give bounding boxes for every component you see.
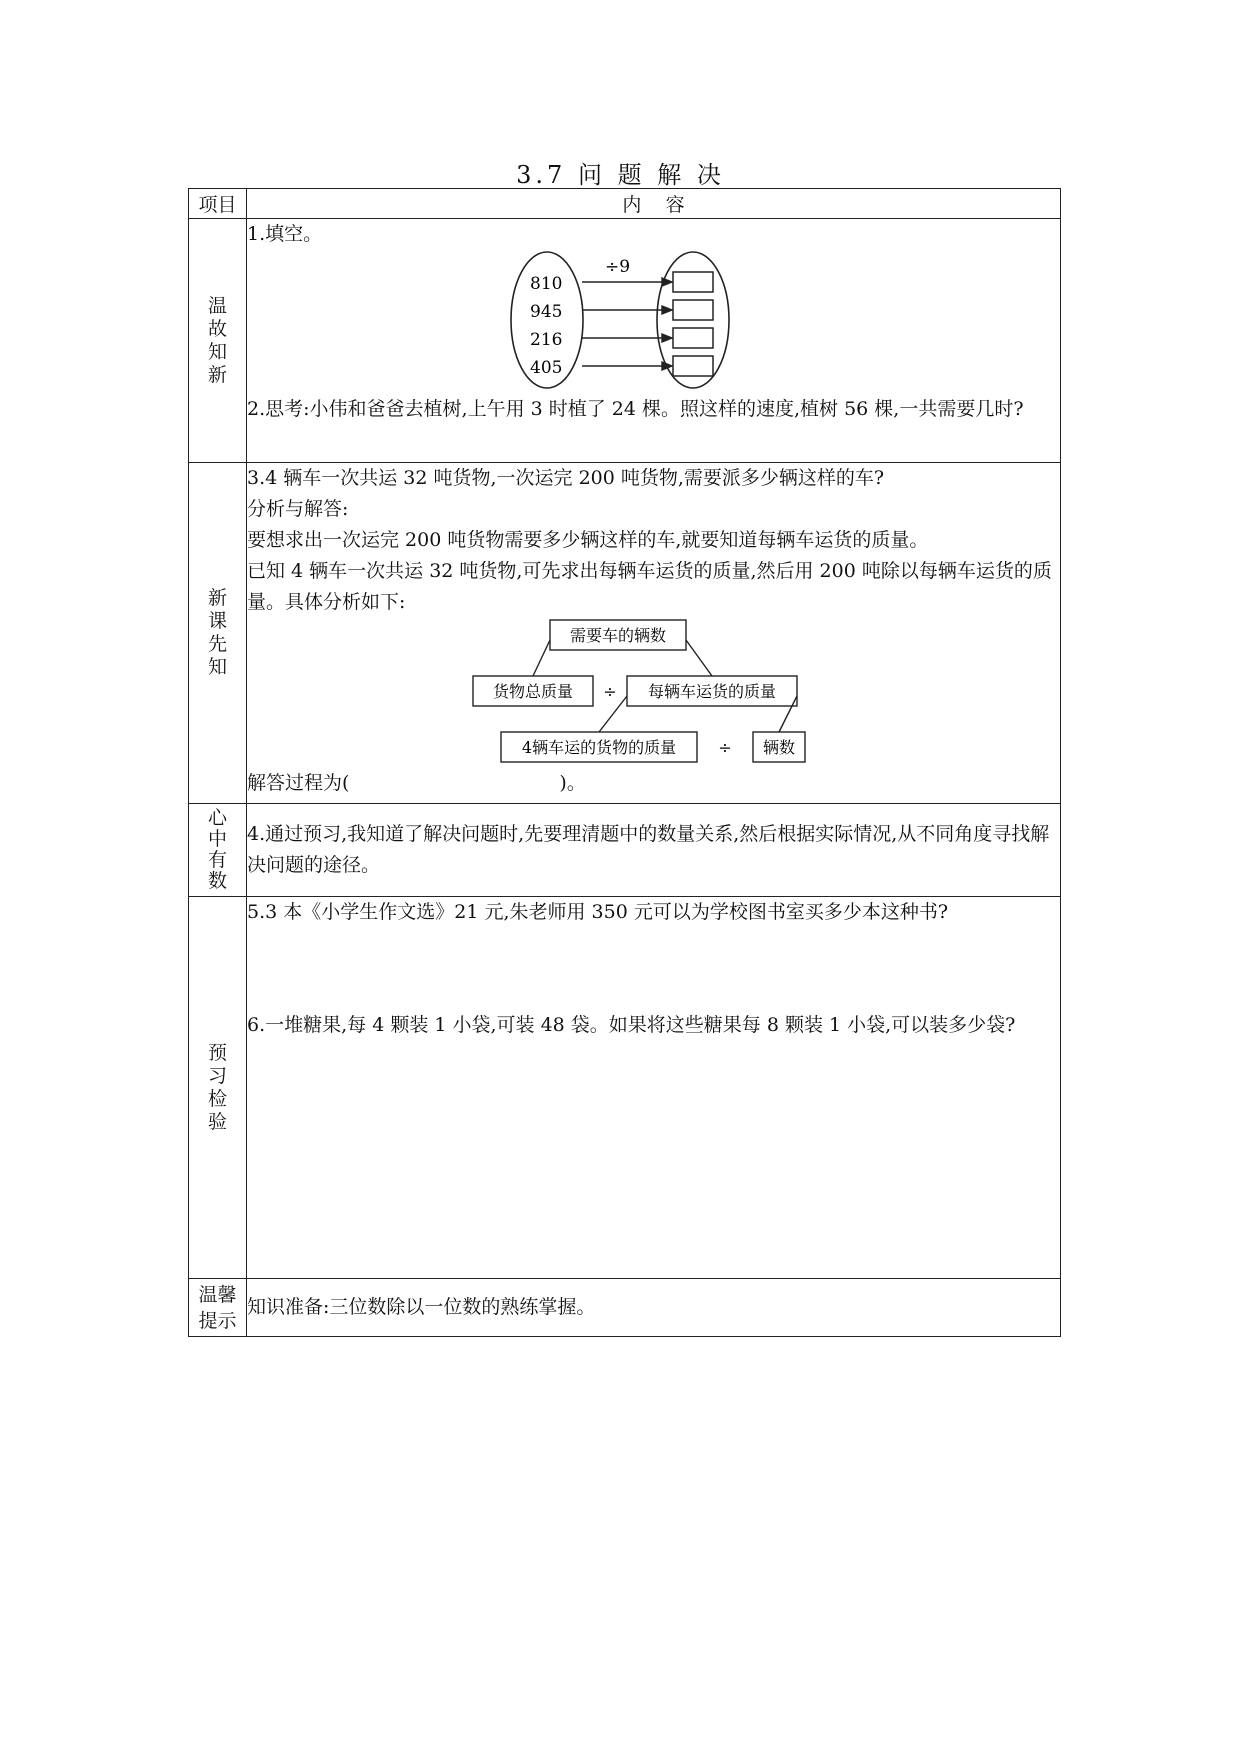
header-item: 项目 (189, 189, 247, 219)
question-1: 1.填空。 (247, 223, 323, 245)
input-number: 810 (530, 274, 563, 294)
answer-boxes (673, 272, 713, 376)
tree-root: 需要车的辆数 (569, 626, 667, 645)
analysis-title: 分析与解答: (247, 498, 349, 520)
question-2: 2.思考:小伟和爸爸去植树,上午用 3 时植了 24 棵。照这样的速度,植树 56 棵,一共需要几时? (247, 398, 1024, 420)
answer-area[interactable] (247, 1041, 1060, 1201)
answer-box (673, 356, 713, 376)
input-number: 216 (530, 330, 563, 350)
question-5: 5.3 本《小学生作文选》21 元,朱老师用 350 元可以为学校图书室买多少本这种书? (247, 901, 949, 923)
tree-right: 每辆车运货的质量 (647, 682, 777, 701)
answer-box (673, 272, 713, 292)
page-title: 3.7 问 题 解 决 (516, 161, 725, 189)
tree-left2: 4辆车运的货物的质量 (521, 738, 677, 757)
arrows (582, 278, 672, 370)
section-review (247, 219, 1061, 463)
input-numbers (530, 274, 562, 378)
section-preview (247, 463, 1061, 804)
tree-link (599, 696, 627, 732)
tree-link (686, 640, 712, 676)
answer-box (673, 328, 713, 348)
section-insight (247, 804, 1061, 897)
question-3: 3.4 辆车一次共运 32 吨货物,一次运完 200 吨货物,需要派多少辆这样的车? (247, 467, 885, 489)
header-content: 内 容 (247, 189, 1061, 219)
analysis-line: 要想求出一次运完 200 吨货物需要多少辆这样的车,就要知道每辆车运货的质量。 (247, 529, 929, 551)
tree-right2: 辆数 (762, 738, 796, 757)
section-label-preview: 新 课 先 知 (189, 463, 247, 804)
section-check (247, 897, 1061, 1279)
answer-line: 解答过程为( )。 (247, 772, 586, 794)
analysis-tree-diagram (247, 618, 1060, 768)
tree-operator: ÷ (718, 738, 732, 757)
section-label-review: 温 故 知 新 (189, 219, 247, 463)
question-4: 4.通过预习,我知道了解决问题时,先要理清题中的数量关系,然后根据实际情况,从不同角度寻找解决问题的途径。 (247, 823, 1050, 876)
answer-box (673, 300, 713, 320)
tree-operator: ÷ (603, 682, 617, 701)
section-tip (247, 1279, 1061, 1337)
section-label-insight: 心 中 有 数 (189, 804, 247, 897)
tip-text: 知识准备:三位数除以一位数的熟练掌握。 (247, 1296, 596, 1318)
tree-link (533, 640, 550, 676)
analysis-line: 已知 4 辆车一次共运 32 吨货物,可先求出每辆车运货的质量,然后用 200 吨除以每辆车运货的质量。具体分析如下: (247, 560, 1052, 613)
input-number: 945 (530, 302, 563, 322)
section-label-tip: 温馨 提示 (189, 1279, 247, 1337)
answer-area[interactable] (247, 928, 1060, 1010)
worksheet-table (188, 188, 1061, 1337)
question-6: 6.一堆糖果,每 4 颗装 1 小袋,可装 48 袋。如果将这些糖果每 8 颗装 1 小袋,可以装多少袋? (247, 1014, 1016, 1036)
tree-link (779, 696, 797, 732)
operator-label: ÷9 (605, 257, 631, 277)
section-label-check: 预 习 检 验 (189, 897, 247, 1279)
input-number: 405 (530, 358, 563, 378)
tree-left: 货物总质量 (492, 682, 574, 701)
division-mapping-diagram (247, 250, 1060, 390)
